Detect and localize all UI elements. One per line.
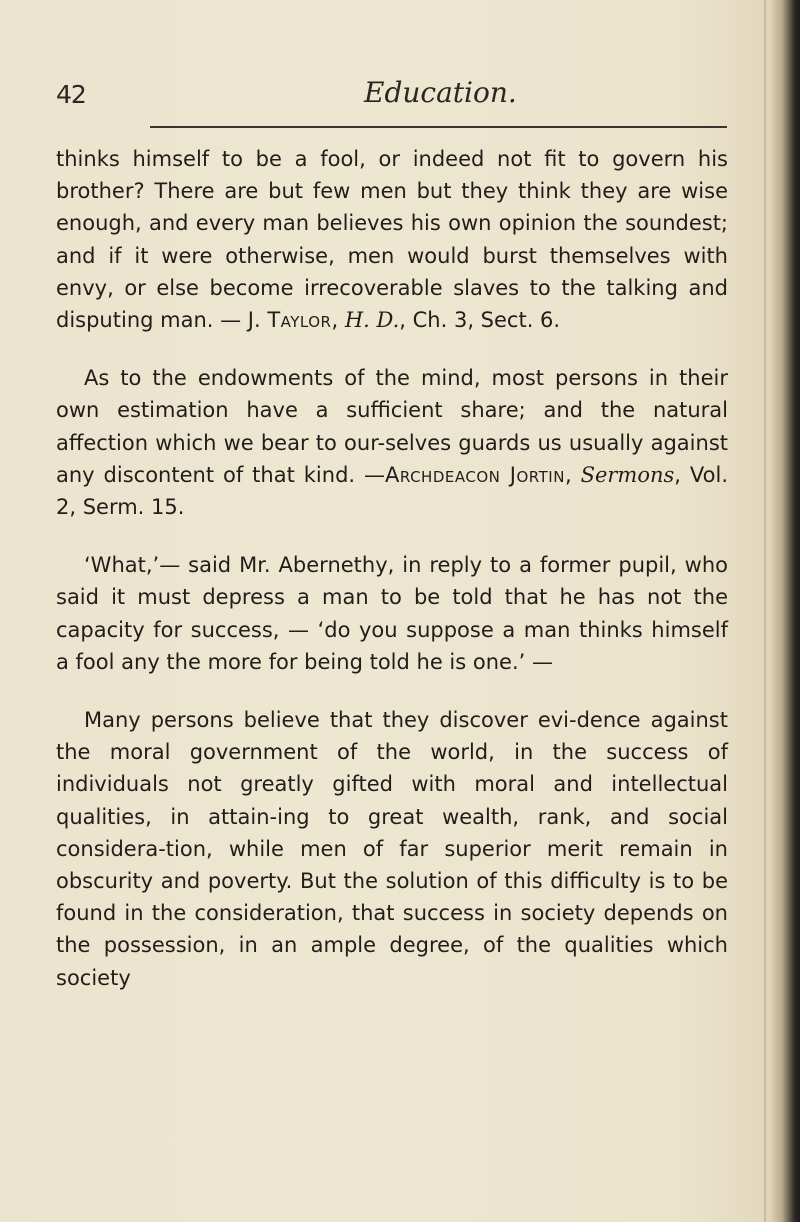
- binding-shadow-line: [764, 0, 766, 1222]
- paragraph-success-discussion: Many persons believe that they discover evi-dence against the moral government of the world, in the success of individuals not greatly gifted with moral and intellectual qualities, in attain-ing to great wealth, rank, and social considera-tion, while men of far superior merit remain in obscurity and poverty. But the solution of this difficulty is to be found in the consideration, that success in society depends on the possession, in an ample degree, of the qualities which society: [56, 708, 728, 990]
- page-number: 42: [56, 80, 86, 109]
- paragraph-taylor-quote: thinks himself to be a fool, or indeed not fit to govern his brother? There are but few men but they think they are wise enough, and every man believes his own opinion the soundest; and if it were otherwise, men would burst themselves with envy, or else become irrecoverable slaves to the talking and disputing man. — J. Taylor, H. D., Ch. 3, Sect. 6.: [56, 147, 728, 333]
- paragraph-jortin-quote: As to the endowments of the mind, most persons in their own estimation have a sufficient share; and the natural affection which we bear to our-selves guards us usually against any discontent of that kind. —Archdeacon Jortin, Sermons, Vol. 2, Serm. 15.: [56, 366, 728, 520]
- body-text: [56, 143, 728, 1020]
- book-binding-edge: [772, 0, 800, 1222]
- work-title: H. D.: [344, 308, 400, 333]
- author-name: Archdeacon Jortin: [385, 462, 565, 487]
- paragraph-abernethy-quote: ‘What,’— said Mr. Abernethy, in reply to a former pupil, who said it must depress a man to be told that he has not the capacity for success, — ‘do you suppose a man thinks himself a fool any the more for being told he is one.’ —: [56, 553, 728, 674]
- header-rule: [150, 126, 727, 128]
- page-header: [56, 76, 728, 116]
- author-name: Taylor: [267, 308, 332, 333]
- running-head: Education.: [364, 76, 517, 109]
- work-title: Sermons: [580, 462, 675, 487]
